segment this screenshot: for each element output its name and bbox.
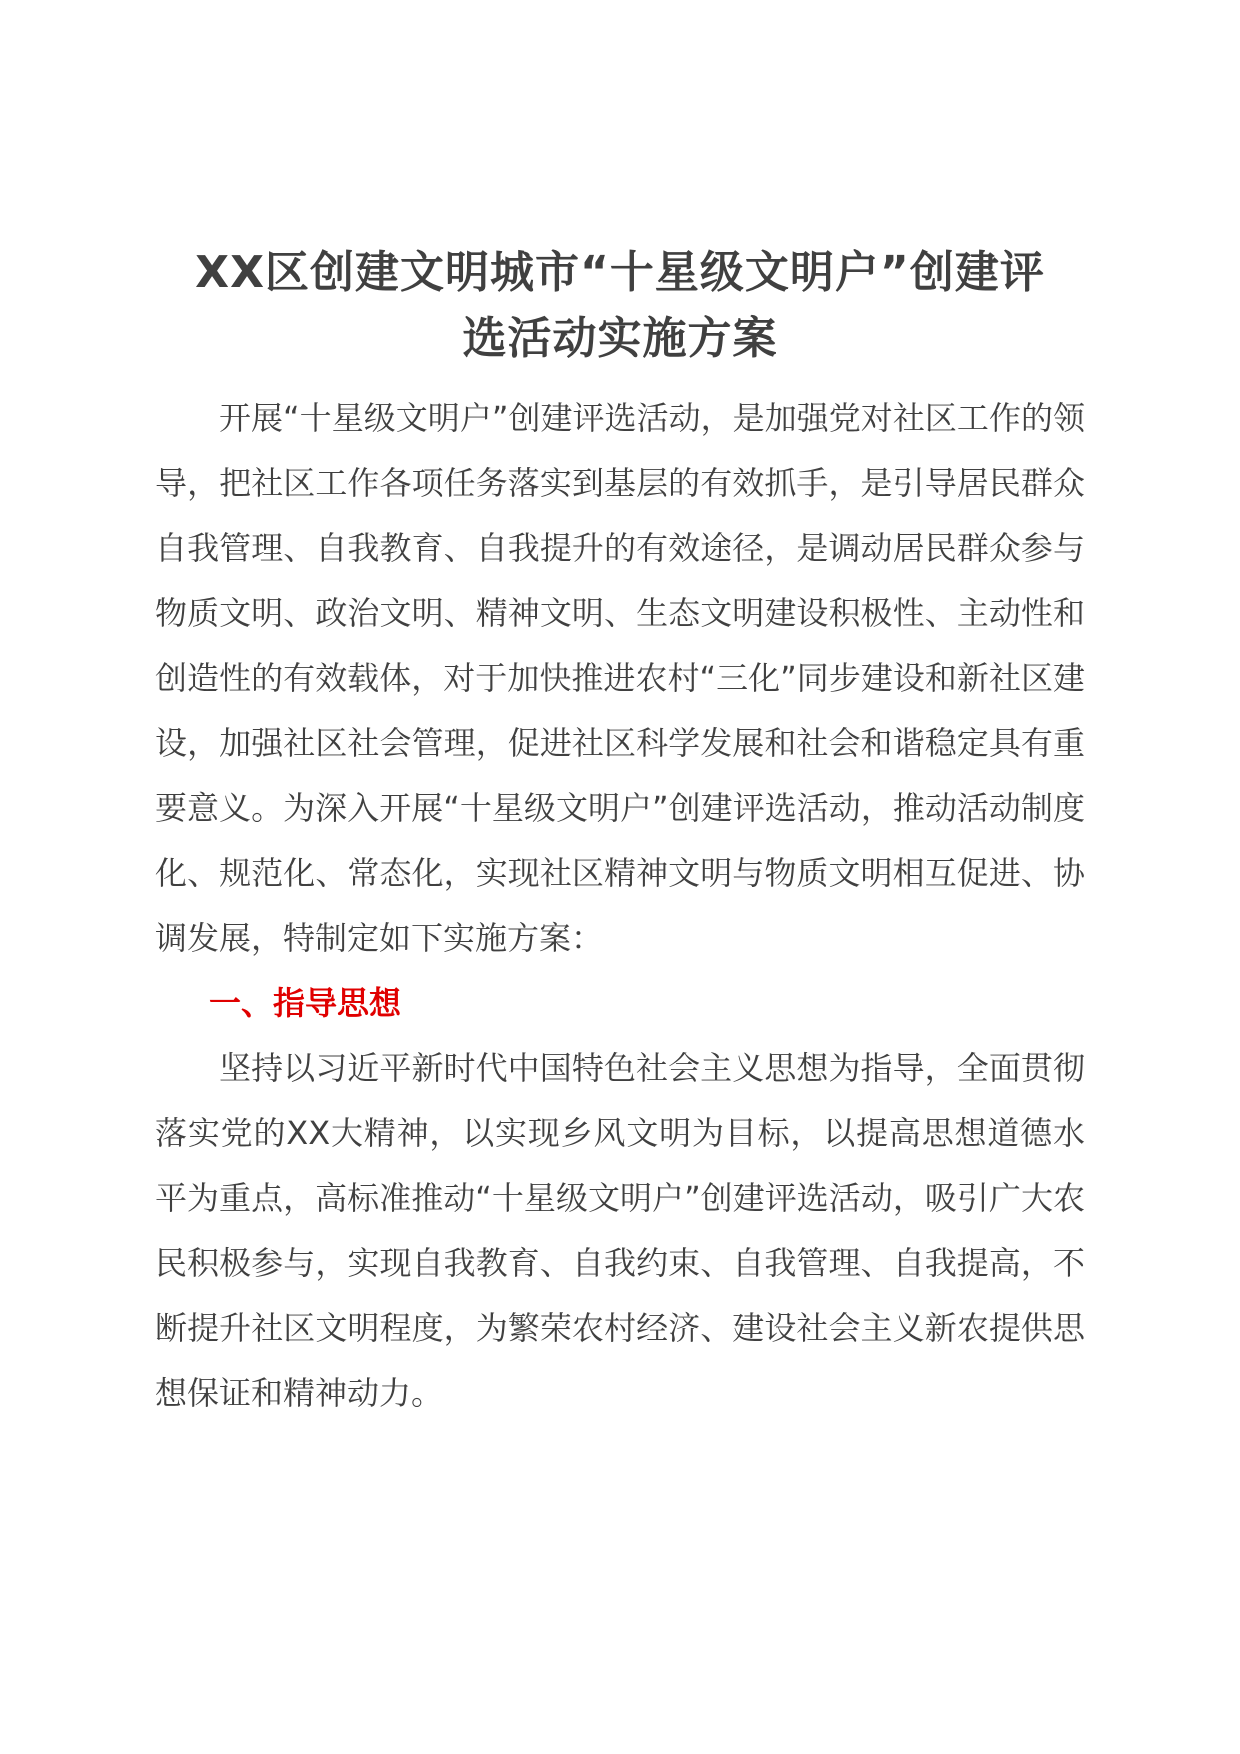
document-title: [155, 240, 1085, 372]
document-title-line-1: XX区创建文明城市“十星级文明户”创建评: [195, 247, 1045, 298]
guiding-ideology-paragraph: 坚持以习近平新时代中国特色社会主义思想为指导，全面贯彻落实党的XX大精神，以实现乡风文明为目标，以提高思想道德水平为重点，高标准推动“十星级文明户”创建评选活动，吸引广大农民积极参与，实现自我教育、自我约束、自我管理、自我提高，不断提升社区文明程度，为繁荣农村经济、建设社会主义新农提供思想保证和精神动力。: [155, 1049, 1085, 1412]
section-heading-guiding-ideology: 一、指导思想: [209, 984, 402, 1022]
intro-paragraph: 开展“十星级文明户”创建评选活动，是加强党对社区工作的领导，把社区工作各项任务落实到基层的有效抓手，是引导居民群众自我管理、自我教育、自我提升的有效途径，是调动居民群众参与物质文明、政治文明、精神文明、生态文明建设积极性、主动性和创造性的有效载体，对于加快推进农村“三化”同步建设和新社区建设，加强社区社会管理，促进社区科学发展和社会和谐稳定具有重要意义。为深入开展“十星级文明户”创建评选活动，推动活动制度化、规范化、常态化，实现社区精神文明与物质文明相互促进、协调发展，特制定如下实施方案：: [155, 399, 1085, 957]
document-title-line-2: 选活动实施方案: [462, 313, 778, 364]
document-page: [155, 240, 1085, 1426]
